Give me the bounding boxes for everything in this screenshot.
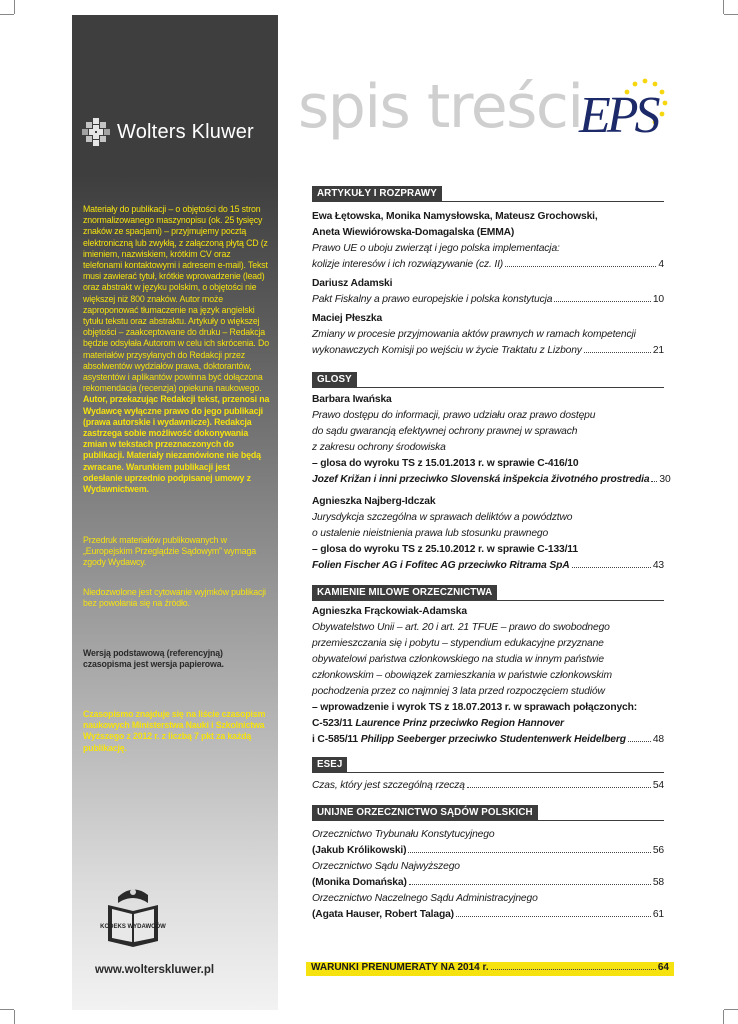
court-name: Orzecznictwo Trybunału Konstytucyjnego	[312, 829, 495, 840]
case-name: Laurence Prinz przeciwko Region Hannover	[355, 718, 564, 729]
article-title: kolizje interesów i ich rozwiązywanie (cz. II)	[312, 259, 504, 270]
article-title: obywatelowi państwa członkowskiego na studia w innym państwie	[312, 654, 604, 665]
article-author: (Monika Domańska)	[312, 877, 407, 888]
page-number: 21	[652, 345, 664, 356]
page-title: spis treści	[298, 72, 583, 142]
wolters-kluwer-mark-icon	[82, 118, 110, 146]
article-title: przemieszczania się i pobytu – stypendium edukacyjne przyznane	[312, 638, 604, 649]
page-number: 61	[652, 909, 664, 920]
section-heading: KAMIENIE MILOWE ORZECZNICTWA	[312, 585, 497, 600]
eps-logo	[575, 76, 670, 146]
reference-version-notice: Wersją podstawową (referencyjną) czasopisma jest wersja papierowa.	[83, 648, 224, 670]
crop-mark-top-left-h	[0, 14, 14, 15]
article-author: (Agata Hauser, Robert Talaga)	[312, 909, 454, 920]
section-heading: ESEJ	[312, 757, 347, 772]
article-subtitle: – glosa do wyroku TS z 15.01.2013 r. w sprawie C-416/10	[312, 458, 579, 469]
article-title: pochodzenia przez co najmniej 3 lata przed rozpoczęciem studiów	[312, 686, 605, 697]
article-author: Dariusz Adamski	[312, 278, 393, 289]
submission-guidelines	[83, 204, 271, 495]
article-title: do sądu gwarancją efektywnej ochrony prawnej w sprawach	[312, 426, 578, 437]
article-title: Prawo dostępu do informacji, prawo udziału oraz prawo dostępu	[312, 410, 596, 421]
article-title: Zmiany w procesie przyjmowania aktów prawnych w ramach kompetencji	[312, 329, 636, 340]
publisher-website-link[interactable]: www.wolterskluwer.pl	[95, 964, 215, 976]
crop-mark-bottom-left-h	[0, 1009, 14, 1010]
article-author: Agnieszka Frąckowiak-Adamska	[312, 606, 467, 617]
kodeks-wydawcow-icon	[100, 883, 166, 949]
page-number: 58	[652, 877, 664, 888]
case-number: C-523/11	[312, 718, 356, 729]
subscription-label: WARUNKI PRENUMERATY NA 2014 r.	[311, 962, 489, 973]
crop-mark-bottom-right-h	[724, 1009, 738, 1010]
case-number: i C-585/11	[312, 734, 361, 745]
article-author: Aneta Wiewiórowska-Domagalska (EMMA)	[312, 227, 515, 238]
publisher-name: Wolters Kluwer	[117, 120, 254, 143]
guidelines-bold-text: Autor, przekazując Redakcji tekst, przenosi na Wydawcę wyłączne prawo do jego publikacji (prawa autorskie i wydawnicze). Redakcja zastrzega sobie możliwość dokonywania zmian w tekstach przeznaczonych do publikacji. Materiały niezamówione nie będą zwracane. Warunkiem publikacji jest odesłanie uprzednio podpisanej umowy z Wydawnictwem.	[83, 394, 270, 495]
toc-entry[interactable]	[312, 343, 664, 359]
case-name: Jozef Križan i inni przeciwko Slovenská inšpekcia životného prostredia	[312, 474, 650, 485]
section-heading: UNIJNE ORZECZNICTWO SĄDÓW POLSKICH	[312, 805, 538, 820]
citation-notice: Niedozwolone jest cytowanie wyjmków publikacji bez powołania się na źródło.	[83, 587, 266, 609]
court-name: Orzecznictwo Sądu Najwyższego	[312, 861, 460, 872]
article-author: Ewa Łętowska, Monika Namysłowska, Mateusz Grochowski,	[312, 211, 598, 222]
section-heading: GLOSY	[312, 372, 357, 387]
page-number: 43	[652, 560, 664, 571]
wolters-kluwer-logo	[82, 118, 254, 146]
article-title: wykonawczych Komisji po wejściu w życie Traktatu z Lizbony	[312, 345, 582, 356]
section-glosy	[312, 369, 671, 574]
article-title: Czas, który jest szczególną rzeczą	[312, 780, 465, 791]
toc-entry[interactable]	[312, 257, 664, 273]
article-author: Agnieszka Najberg-Idczak	[312, 496, 436, 507]
section-essay	[312, 754, 664, 794]
article-title: o ustalenie nieistnienia prawa lub stosunku prawnego	[312, 528, 549, 539]
table-of-contents	[312, 183, 671, 923]
ministry-list-notice: Czasopismo znajduje się na liście czasopism naukowych Ministerstwa Nauki i Szkolnictwa Wyższego z 2012 r. z liczbą 7 pkt za każdą publikację.	[83, 709, 266, 753]
page-number: 48	[652, 734, 664, 745]
court-name: Orzecznictwo Naczelnego Sądu Administracyjnego	[312, 893, 538, 904]
subscription-toc-entry[interactable]	[306, 962, 674, 976]
publisher-sidebar	[72, 15, 278, 1010]
article-subtitle: – glosa do wyroku TS z 25.10.2012 r. w sprawie C-133/11	[312, 544, 578, 555]
section-heading: ARTYKUŁY I ROZPRAWY	[312, 186, 442, 201]
case-name: Philipp Seeberger przeciwko Studentenwerk Heidelberg	[360, 734, 626, 745]
toc-entry[interactable]	[312, 732, 664, 748]
page-number: 64	[657, 962, 669, 973]
crop-mark-top-left	[14, 0, 15, 14]
kodeks-badge-text: KODEKS WYDAWCÓW	[100, 924, 166, 930]
section-courts	[312, 802, 664, 923]
crop-mark-bottom-left	[14, 1010, 15, 1024]
toc-entry[interactable]	[312, 875, 664, 891]
toc-entry[interactable]	[312, 558, 664, 574]
article-title: Jurysdykcja szczególna w sprawach deliktów a powództwo	[312, 512, 573, 523]
toc-entry[interactable]	[312, 778, 664, 794]
article-author: (Jakub Królikowski)	[312, 845, 407, 856]
crop-mark-top-right-h	[724, 14, 738, 15]
page-number: 10	[652, 294, 664, 305]
crop-mark-top-right	[723, 0, 724, 14]
guidelines-text: Materiały do publikacji – o objętości do 15 stron znormalizowanego maszynopisu (ok. 25 tysięcy znaków ze spacjami) – przyjmujemy pocztą elektroniczną lub zwykłą, z załączoną płytą CD (z imieniem, nazwiskiem, krótkim CV oraz telefonami kontaktowymi i adresem e-mail). Tekst musi zawierać tytuł, krótkie wprowadzenie (lead) oraz abstrakt w języku polskim, o objętości nie większej niż 800 znaków. Autor może zaproponować tłumaczenie na język angielski tytułu tekstu oraz abstraktu. Artykuły o większej objętości – zaakceptowane do druku – Redakcja będzie odsyłała Autorom w celu ich skrócenia. Do materiałów przysyłanych do Redakcji przez absolwentów wydziałów prawa, doktorantów, asystentów i aplikantów powinna być dołączona rekomendacja (recenzja) opiekuna naukowego.	[83, 204, 269, 394]
article-title: Pakt Fiskalny a prawo europejskie i polska konstytucja	[312, 294, 553, 305]
article-author: Barbara Iwańska	[312, 394, 392, 405]
article-author: Maciej Płeszka	[312, 313, 383, 324]
section-milestones	[312, 582, 664, 748]
toc-entry[interactable]	[312, 907, 664, 923]
eps-logo-text: EPS	[579, 87, 657, 144]
article-title: Prawo UE o uboju zwierząt i jego polska implementacja:	[312, 243, 560, 254]
case-name: Folien Fischer AG i Fofitec AG przeciwko Ritrama SpA	[312, 560, 570, 571]
toc-entry[interactable]	[312, 472, 671, 488]
section-articles	[312, 183, 664, 359]
page-number: 30	[659, 474, 671, 485]
page-number: 4	[658, 259, 664, 270]
article-title: Obywatelstwo Unii – art. 20 i art. 21 TFUE – prawo do swobodnego	[312, 622, 610, 633]
reprint-notice: Przedruk materiałów publikowanych w „Europejskim Przeglądzie Sądowym” wymaga zgody Wydawcy.	[83, 535, 256, 568]
article-title: z zakresu ochrony środowiska	[312, 442, 446, 453]
toc-entry[interactable]	[312, 292, 664, 308]
toc-entry[interactable]	[312, 843, 664, 859]
page-number: 54	[652, 780, 664, 791]
article-subtitle: – wprowadzenie i wyrok TS z 18.07.2013 r. w sprawach połączonych:	[312, 702, 638, 713]
crop-mark-bottom-right	[723, 1010, 724, 1024]
article-title: członkowskim – obowiązek zamieszkania w państwie członkowskim	[312, 670, 612, 681]
page-number: 56	[652, 845, 664, 856]
